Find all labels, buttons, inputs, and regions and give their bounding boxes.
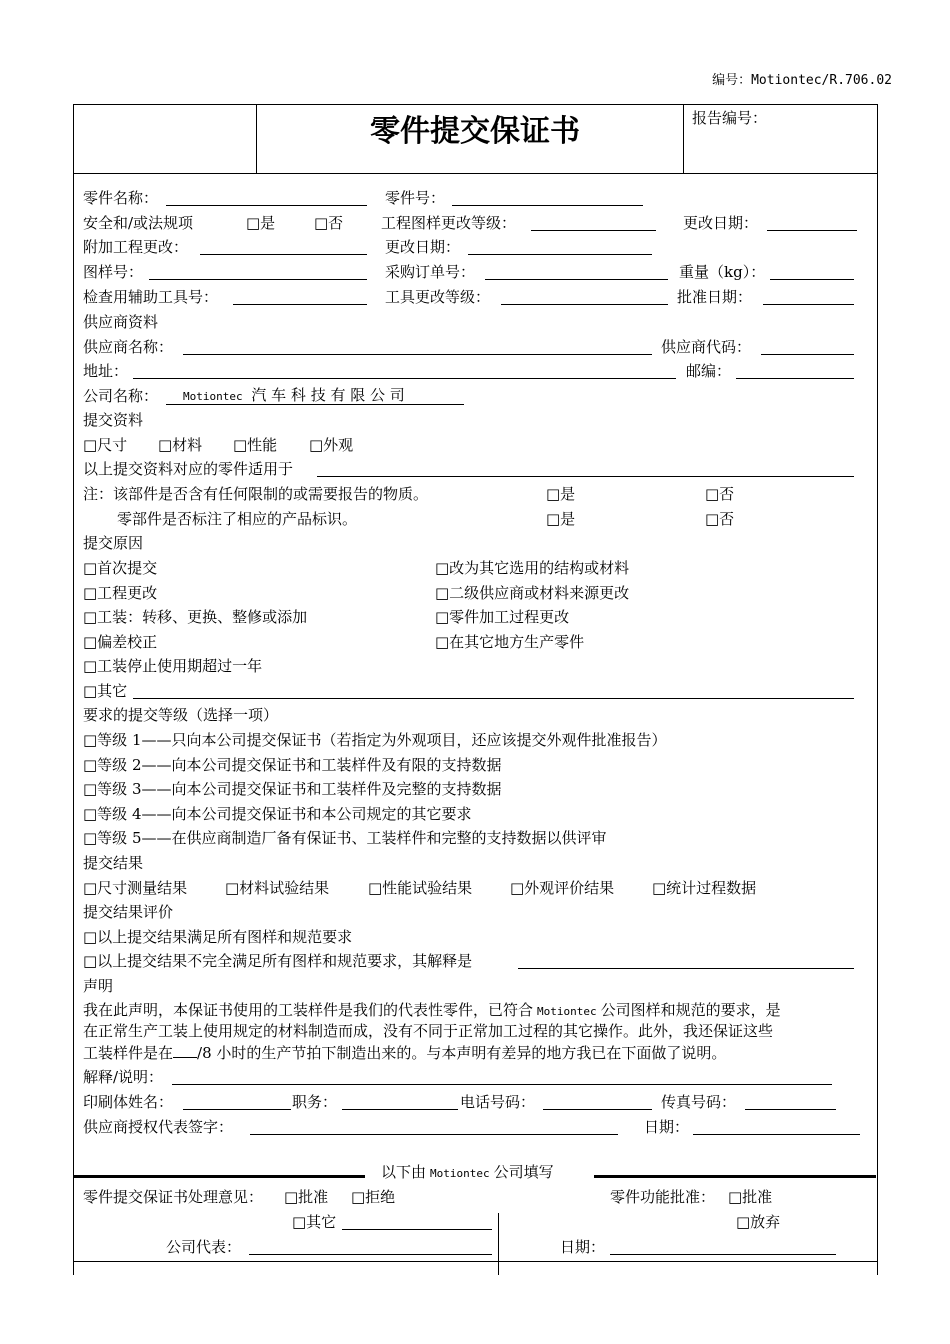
aux-tool-field[interactable] (233, 304, 367, 305)
safety-yes-checkbox[interactable]: □是 (246, 214, 276, 232)
declaration-heading: 声明 (83, 977, 114, 995)
reason-eng-change-checkbox[interactable]: □工程更改 (83, 584, 158, 602)
product-id-yes-checkbox[interactable]: □是 (546, 510, 576, 528)
add-eng-change-label: 附加工程更改： (83, 238, 189, 256)
weight-field[interactable] (770, 279, 854, 280)
reason-tooling-checkbox[interactable]: □工装：转移、更换、整修或添加 (83, 608, 308, 626)
processing-other-checkbox[interactable]: □其它 (292, 1213, 337, 1231)
fax-label: 传真号码： (661, 1093, 737, 1111)
supplier-name-label: 供应商名称： (83, 338, 174, 356)
result-dimension-checkbox[interactable]: □尺寸测量结果 (83, 879, 188, 897)
applies-to-label: 以上提交资料对应的零件适用于 (83, 460, 294, 478)
date-field[interactable] (693, 1134, 860, 1135)
tool-change-level-field[interactable] (501, 304, 668, 305)
evaluation-not-meets-checkbox[interactable]: □以上提交结果不完全满足所有图样和规范要求，其解释是 (83, 952, 473, 970)
section-divider-right (594, 1175, 876, 1178)
reason-subsupplier-checkbox[interactable]: □二级供应商或材料来源更改 (435, 584, 630, 602)
processing-other-field[interactable] (342, 1229, 492, 1230)
level-4-checkbox[interactable]: □等级 4——向本公司提交保证书和本公司规定的其它要求 (83, 805, 472, 823)
company-name-text: 汽 车 科 技 有 限 公 司 (251, 386, 405, 404)
function-waive-checkbox[interactable]: □放弃 (736, 1213, 781, 1231)
weight-label: 重量（kg）： (679, 263, 766, 281)
reason-deviation-checkbox[interactable]: □偏差校正 (83, 633, 158, 651)
reason-other-field[interactable] (133, 698, 854, 699)
reason-tooling-inactive-checkbox[interactable]: □工装停止使用期超过一年 (83, 657, 263, 675)
drawing-number-label: 图样号： (83, 263, 144, 281)
result-performance-checkbox[interactable]: □性能试验结果 (368, 879, 473, 897)
change-date-label: 更改日期： (683, 214, 759, 232)
declaration-line-1 (83, 1001, 781, 1021)
signature-field[interactable] (250, 1134, 618, 1135)
reason-other-location-checkbox[interactable]: □在其它地方生产零件 (435, 633, 585, 651)
position-field[interactable] (342, 1109, 458, 1110)
explanation-label: 解释/说明： (83, 1068, 164, 1086)
note-product-id: 零部件是否标注了相应的产品标识。 (117, 510, 358, 528)
reason-initial-checkbox[interactable]: □首次提交 (83, 559, 158, 577)
submission-appearance-checkbox[interactable]: □外观 (309, 436, 354, 454)
change-date-2-field[interactable] (468, 254, 652, 255)
processing-approve-checkbox[interactable]: □批准 (284, 1188, 329, 1206)
eng-change-level-label: 工程图样更改等级： (381, 214, 517, 232)
rate-field[interactable] (173, 1043, 197, 1058)
submission-material-checkbox[interactable]: □材料 (158, 436, 203, 454)
applies-to-field[interactable] (317, 476, 854, 477)
declaration-text-1a: 我在此声明，本保证书使用的工装样件是我们的代表性零件，已符合 (83, 1001, 534, 1019)
po-number-label: 采购订单号： (385, 263, 476, 281)
supplier-info-heading: 供应商资料 (83, 313, 159, 331)
submission-dimension-checkbox[interactable]: □尺寸 (83, 436, 128, 454)
fill-by-suffix: 公司填写 (493, 1163, 554, 1181)
evaluation-heading: 提交结果评价 (83, 903, 174, 921)
safety-no-checkbox[interactable]: □否 (314, 214, 344, 232)
fill-by-note (381, 1163, 554, 1183)
supplier-code-label: 供应商代码： (661, 338, 752, 356)
address-label: 地址： (83, 362, 129, 380)
level-5-checkbox[interactable]: □等级 5——在供应商制造厂备有保证书、工装样件和完整的支持数据以供评审 (83, 829, 607, 847)
submission-data-heading: 提交资料 (83, 411, 144, 429)
function-approval-label: 零件功能批准： (610, 1188, 716, 1206)
change-date-2-label: 更改日期： (385, 238, 461, 256)
position-label: 职务： (292, 1093, 338, 1111)
note-substance: 注：该部件是否含有任何限制的或需要报告的物质。 (83, 485, 429, 503)
declaration-text-3b: /8 小时的生产节拍下制造出来的。与本声明有差异的地方我已在下面做了说明。 (197, 1044, 727, 1062)
result-spc-checkbox[interactable]: □统计过程数据 (652, 879, 757, 897)
part-name-label: 零件名称： (83, 189, 159, 207)
tool-change-level-label: 工具更改等级： (385, 288, 491, 306)
fax-field[interactable] (745, 1109, 836, 1110)
result-material-checkbox[interactable]: □材料试验结果 (225, 879, 330, 897)
aux-tool-label: 检查用辅助工具号： (83, 288, 219, 306)
fill-by-brand: Motiontec (430, 1167, 490, 1180)
page-title: 零件提交保证书 (370, 114, 580, 149)
declaration-brand: Motiontec (537, 1005, 597, 1018)
reason-heading: 提交原因 (83, 534, 144, 552)
part-name-field[interactable] (166, 205, 367, 206)
address-field[interactable] (133, 378, 676, 379)
bottom-date-field[interactable] (610, 1254, 836, 1255)
postcode-label: 邮编： (686, 362, 732, 380)
product-id-no-checkbox[interactable]: □否 (705, 510, 735, 528)
submission-performance-checkbox[interactable]: □性能 (233, 436, 278, 454)
report-number-label: 报告编号： (692, 109, 768, 127)
company-rep-label: 公司代表： (166, 1238, 242, 1256)
processing-label: 零件提交保证书处理意见： (83, 1188, 264, 1206)
signature-label: 供应商授权代表签字： (83, 1118, 234, 1136)
level-1-checkbox[interactable]: □等级 1——只向本公司提交保证书（若指定为外观项目，还应该提交外观件批准报告） (83, 731, 667, 749)
function-approve-checkbox[interactable]: □批准 (728, 1188, 773, 1206)
print-name-label: 印刷体姓名： (83, 1093, 174, 1111)
level-heading: 要求的提交等级（选择一项） (83, 706, 279, 724)
approval-date-label: 批准日期： (677, 288, 753, 306)
part-number-field[interactable] (452, 205, 643, 206)
fill-by-prefix: 以下由 (381, 1163, 427, 1181)
result-heading: 提交结果 (83, 854, 144, 872)
postcode-field[interactable] (736, 378, 854, 379)
company-name-value (166, 386, 464, 405)
safety-label: 安全和/或法规项 (83, 214, 194, 232)
evaluation-meets-checkbox[interactable]: □以上提交结果满足所有图样和规范要求 (83, 928, 353, 946)
po-number-field[interactable] (485, 279, 668, 280)
print-name-field[interactable] (183, 1109, 291, 1110)
company-name-label: 公司名称： (83, 387, 159, 405)
declaration-line-3 (83, 1043, 726, 1062)
document-number: 编号：Motiontec/R.706.02 (712, 73, 892, 88)
header-bottom-line (73, 173, 877, 174)
substance-yes-checkbox[interactable]: □是 (546, 485, 576, 503)
eng-change-level-field[interactable] (531, 230, 656, 231)
substance-no-checkbox[interactable]: □否 (705, 485, 735, 503)
level-3-checkbox[interactable]: □等级 3——向本公司提交保证书和工装样件及完整的支持数据 (83, 780, 502, 798)
evaluation-explanation-field[interactable] (518, 968, 854, 969)
reason-other-checkbox[interactable]: □其它 (83, 682, 128, 700)
result-appearance-checkbox[interactable]: □外观评价结果 (510, 879, 615, 897)
explanation-field[interactable] (172, 1084, 832, 1085)
company-brand: Motiontec (183, 390, 243, 403)
section-divider-left (73, 1175, 365, 1178)
add-eng-change-field[interactable] (200, 254, 367, 255)
phone-field[interactable] (543, 1109, 652, 1110)
declaration-text-1b: 公司图样和规范的要求，是 (600, 1001, 781, 1019)
level-2-checkbox[interactable]: □等级 2——向本公司提交保证书和工装样件及有限的支持数据 (83, 756, 502, 774)
processing-reject-checkbox[interactable]: □拒绝 (351, 1188, 396, 1206)
declaration-line-2: 在正常生产工装上使用规定的材料制造而成，没有不同于正常加工过程的其它操作。此外，我还保证这些 (83, 1022, 774, 1040)
date-label: 日期： (644, 1118, 690, 1136)
bottom-column-divider (498, 1213, 499, 1275)
supplier-code-field[interactable] (761, 354, 854, 355)
reason-alt-material-checkbox[interactable]: □改为其它选用的结构或材料 (435, 559, 630, 577)
supplier-name-field[interactable] (183, 354, 652, 355)
change-date-field[interactable] (767, 230, 857, 231)
drawing-number-field[interactable] (149, 279, 367, 280)
bottom-line (73, 1261, 877, 1262)
phone-label: 电话号码： (460, 1093, 536, 1111)
part-number-label: 零件号： (385, 189, 446, 207)
reason-process-change-checkbox[interactable]: □零件加工过程更改 (435, 608, 570, 626)
company-rep-field[interactable] (249, 1254, 492, 1255)
declaration-text-3a: 工装样件是在 (83, 1044, 174, 1062)
bottom-date-label: 日期： (560, 1238, 606, 1256)
approval-date-field[interactable] (763, 304, 854, 305)
